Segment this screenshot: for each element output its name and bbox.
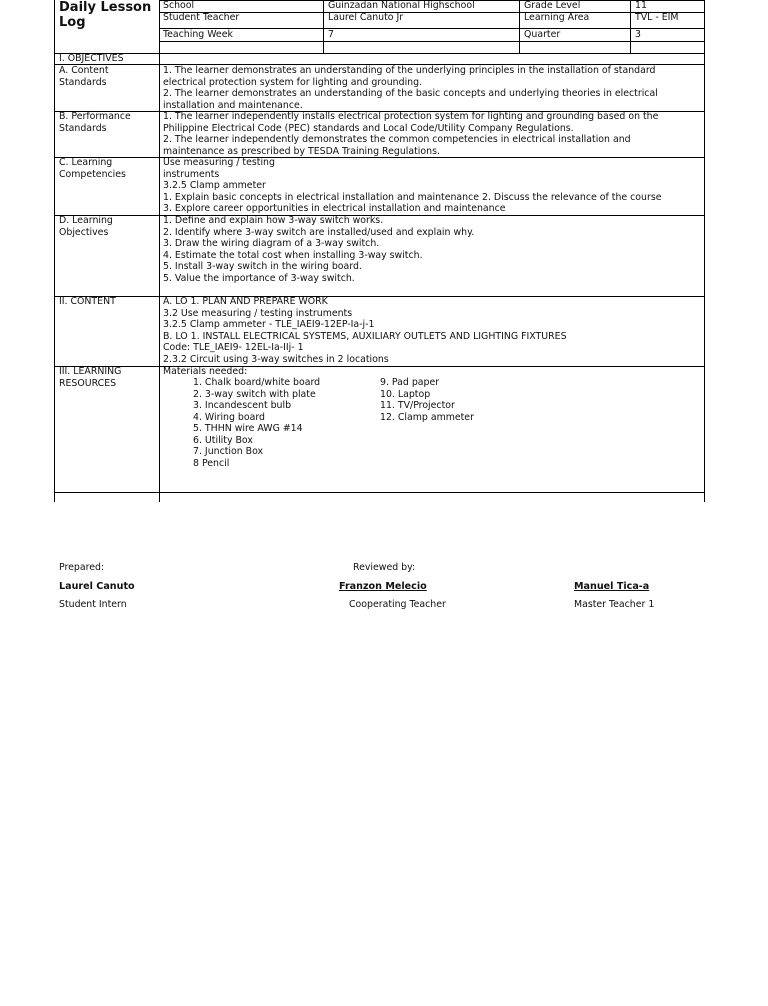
performance-standards-text: 1. The learner independently installs electrical protection system for lighting and grounding based on the Philippine Electrical Code (PEC) standards and Local Code/Utility Company Regulations. 2. The learner independently demonstrates the common competencies in electrical installation and maintenance as prescribed by TESDA Training Regulations. [163,111,659,157]
learning-objectives-text: 1. Define and explain how 3-way switch works. 2. Identify where 3-way switch are installed/used and explain why. 3. Draw the wiring diagram of a 3-way switch. 4. Estimate the total cost when installing 3-way switch. 5. Install 3-way switch in the wiring board. 5. Value the importance of 3-way switch. [163,215,475,284]
objectives-heading: I. OBJECTIVES [59,53,124,64]
materials-heading: Materials needed: [163,366,248,377]
materials-list-right [380,377,474,423]
reviewer2-role: Master Teacher 1 [574,599,655,610]
school-label: School [163,0,195,11]
performance-standards-label: B. Performance Standards [59,111,131,134]
reviewer2-name: Manuel Tica-a [574,581,650,592]
area-label: Learning Area [524,12,590,23]
grade-value: 11 [635,0,647,11]
materials-list-left [193,377,320,469]
header-row-line-2 [159,28,705,29]
learning-competencies-label: C. Learning Competencies [59,157,126,180]
title-line-1: Daily Lesson [59,0,152,15]
header-row-line-3 [159,41,705,42]
prepared-role: Student Intern [59,599,127,610]
header-divider-3 [630,0,631,53]
list-item: 10. Laptop [380,388,431,400]
school-value: Guinzadan National Highschool [328,0,475,11]
week-value: 7 [328,29,334,40]
label-column-divider [159,0,160,502]
teacher-label: Student Teacher [163,12,240,23]
learning-objectives-label: D. Learning Objectives [59,215,113,238]
reviewer1-role: Cooperating Teacher [349,599,446,610]
week-label: Teaching Week [163,29,233,40]
header-divider-1 [323,0,324,53]
row-line-objectives [54,53,705,54]
header-row-line-1 [159,12,705,13]
quarter-label: Quarter [524,29,561,40]
header-divider-2 [519,0,520,53]
area-value: TVL - EIM [635,12,679,23]
list-item: 6. Utility Box [193,434,253,446]
list-item: 8 Pencil [193,457,230,469]
prepared-label: Prepared: [59,562,105,573]
prepared-name: Laurel Canuto [59,581,135,592]
content-standards-label: A. Content Standards [59,65,109,88]
content-standards-text: 1. The learner demonstrates an understanding of the underlying principles in the installation of standard electrical protection system for lighting and grounding. 2. The learner demonstrates an understanding of the basic concepts and underlying theories in electrical installation and maintenance. [163,65,658,111]
table-border-right [704,0,705,502]
list-item: 5. THHN wire AWG #14 [193,423,303,434]
row-line-bottom [54,492,705,493]
learning-resources-label: III. LEARNING RESOURCES [59,366,122,389]
learning-competencies-text: Use measuring / testing instruments 3.2.5 Clamp ammeter 1. Explain basic concepts in electrical installation and maintenance 2. Discuss the relevance of the course 3. Explore career opportunities in electrical installation and maintenance [163,157,662,214]
title-line-2: Log [59,15,86,30]
grade-label: Grade Level [524,0,581,11]
reviewer1-name: Franzon Melecio [339,581,427,592]
teacher-value: Laurel Canuto Jr [328,12,404,23]
quarter-value: 3 [635,29,641,40]
content-label: II. CONTENT [59,296,116,307]
list-item: 12. Clamp ammeter [380,411,474,423]
document-title [59,0,151,30]
table-border-left [54,0,55,502]
list-item: 4. Wiring board [193,411,265,423]
list-item: 11. TV/Projector [380,400,455,411]
list-item: 3. Incandescent bulb [193,400,292,411]
list-item: 9. Pad paper [380,377,440,388]
content-text: A. LO 1. PLAN AND PREPARE WORK 3.2 Use measuring / testing instruments 3.2.5 Clamp ammeter - TLE_IAEI9-12EP-Ia-j-1 B. LO 1. INSTALL ELECTRICAL SYSTEMS, AUXILIARY OUTLETS AND LIGHTING FIXTURES Code: TLE_IAEI9- 12EL-Ia-IIj- 1 2.3.2 Circuit using 3-way switches in 2 locations [163,296,567,365]
reviewed-label: Reviewed by: [353,562,416,573]
list-item: 7. Junction Box [193,446,264,457]
row-line-resources [54,366,705,367]
list-item: 1. Chalk board/white board [193,377,321,388]
list-item: 2. 3-way switch with plate [193,388,316,400]
